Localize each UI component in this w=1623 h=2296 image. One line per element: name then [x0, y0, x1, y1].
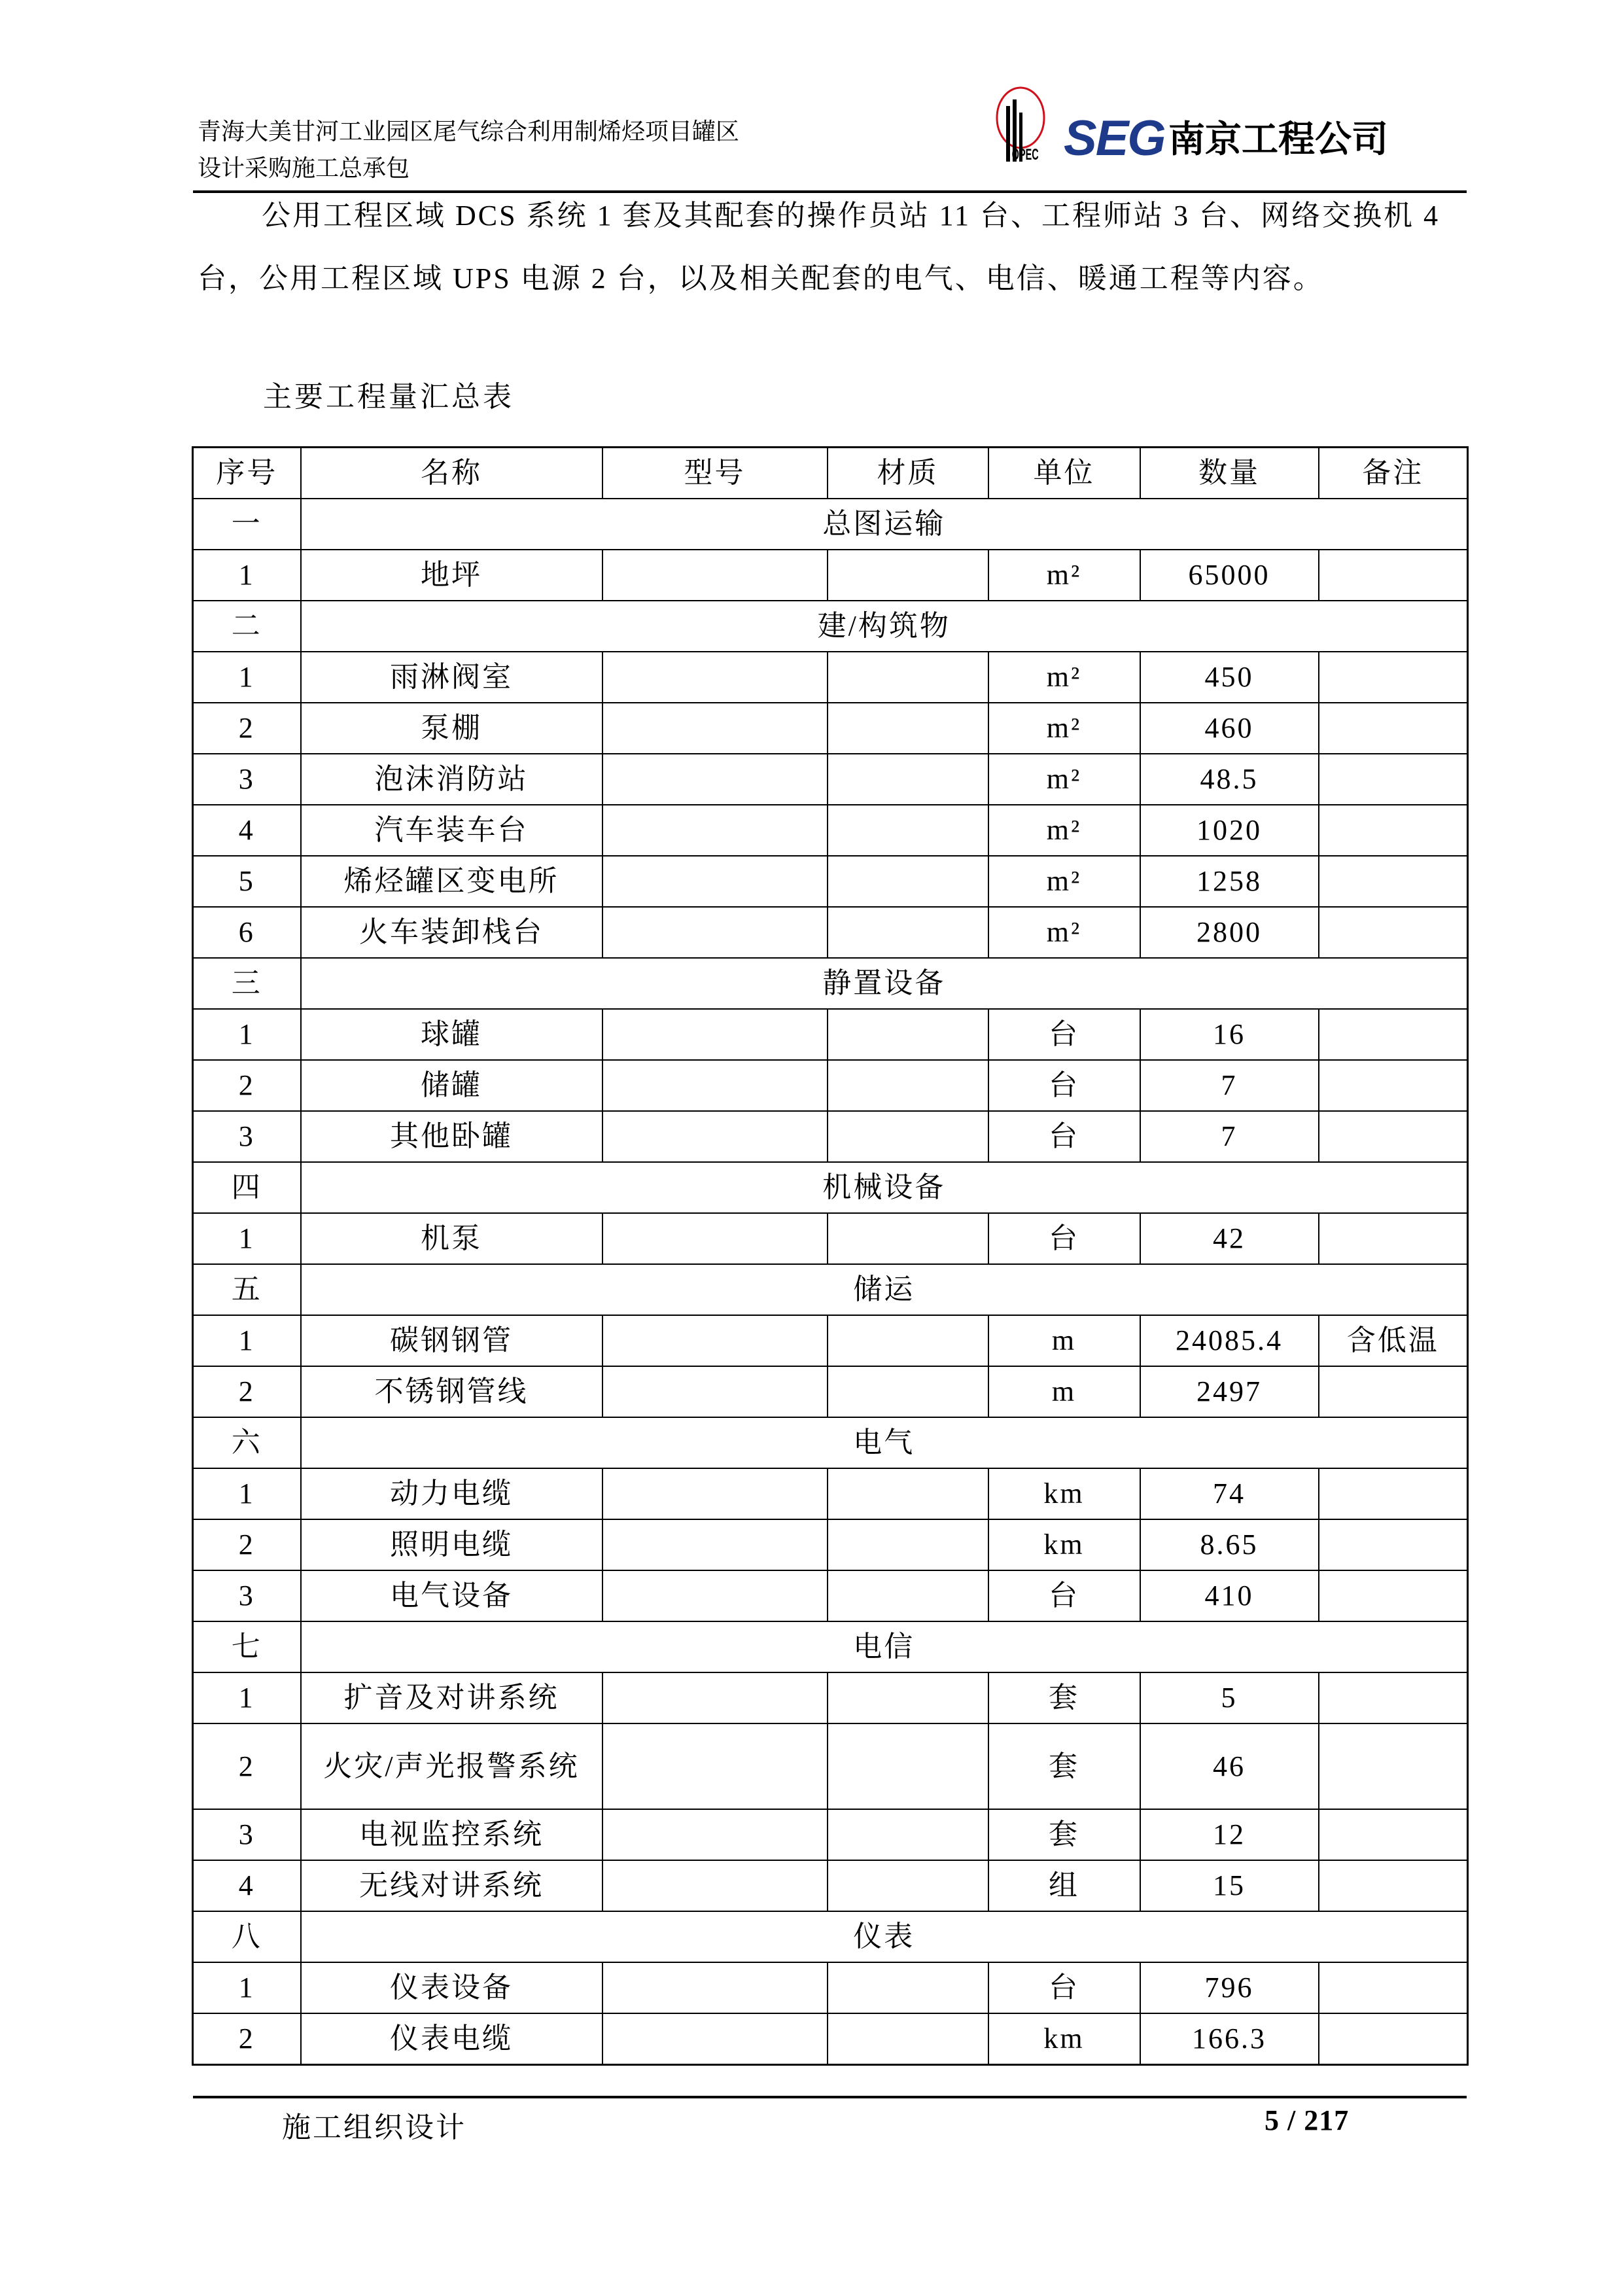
header-project-subtitle: 设计采购施工总承包: [198, 155, 410, 181]
table-row: [193, 1009, 1468, 1060]
table-row: [193, 1366, 1468, 1417]
cell-qty: 7: [1140, 1111, 1319, 1162]
cell-name: 泵棚: [301, 703, 602, 754]
cell-material: [828, 1213, 988, 1264]
header-no: 序号: [193, 448, 301, 499]
cell-model: [602, 1315, 828, 1366]
cell-material: [828, 1111, 988, 1162]
cell-note: [1319, 1060, 1468, 1111]
table-row: [193, 703, 1468, 754]
cell-no: 4: [193, 1860, 301, 1911]
section-title: 总图运输: [301, 499, 1468, 550]
section-number: 七: [193, 1621, 301, 1672]
cell-unit: 台: [988, 1213, 1140, 1264]
header-unit: 单位: [988, 448, 1140, 499]
cell-name: 电视监控系统: [301, 1809, 602, 1860]
section-title: 电信: [301, 1621, 1468, 1672]
company-name: 南京工程公司: [1168, 120, 1388, 160]
cell-note: [1319, 805, 1468, 856]
cell-name: 无线对讲系统: [301, 1860, 602, 1911]
section-row: [193, 1417, 1468, 1468]
section-row: [193, 958, 1468, 1009]
cell-no: 3: [193, 1809, 301, 1860]
cell-note: [1319, 907, 1468, 958]
cell-unit: 台: [988, 1570, 1140, 1621]
cell-unit: 套: [988, 1723, 1140, 1809]
cell-note: [1319, 703, 1468, 754]
section-title: 机械设备: [301, 1162, 1468, 1213]
section-title: 建/构筑物: [301, 601, 1468, 652]
cell-note: [1319, 1860, 1468, 1911]
footer-divider: [193, 2096, 1467, 2098]
table-row: [193, 1723, 1468, 1809]
header-quantity: 数量: [1140, 448, 1319, 499]
cell-name: 扩音及对讲系统: [301, 1672, 602, 1723]
cell-name: 烯烃罐区变电所: [301, 856, 602, 907]
cell-unit: m²: [988, 805, 1140, 856]
cell-qty: 46: [1140, 1723, 1319, 1809]
table-row: [193, 805, 1468, 856]
cell-note: [1319, 652, 1468, 703]
header-note: 备注: [1319, 448, 1468, 499]
table-row: [193, 1860, 1468, 1911]
sinopec-logo-icon: [993, 86, 1072, 164]
header-project-title: 青海大美甘河工业园区尾气综合利用制烯烃项目罐区: [198, 118, 740, 145]
section-number: 一: [193, 499, 301, 550]
cell-note: [1319, 1672, 1468, 1723]
cell-model: [602, 805, 828, 856]
cell-qty: 2497: [1140, 1366, 1319, 1417]
cell-no: 1: [193, 1009, 301, 1060]
cell-no: 2: [193, 1060, 301, 1111]
cell-name: 储罐: [301, 1060, 602, 1111]
cell-qty: 460: [1140, 703, 1319, 754]
cell-name: 火灾/声光报警系统: [301, 1723, 602, 1809]
section-row: [193, 1911, 1468, 1962]
cell-material: [828, 1315, 988, 1366]
section-row: [193, 499, 1468, 550]
svg-text:OPEC: OPEC: [1011, 146, 1039, 164]
cell-note: [1319, 1519, 1468, 1570]
cell-material: [828, 652, 988, 703]
cell-note: [1319, 1570, 1468, 1621]
cell-material: [828, 1468, 988, 1519]
table-row: [193, 1519, 1468, 1570]
cell-note: [1319, 2013, 1468, 2065]
cell-unit: km: [988, 1468, 1140, 1519]
cell-material: [828, 754, 988, 805]
cell-unit: m²: [988, 907, 1140, 958]
cell-unit: km: [988, 1519, 1140, 1570]
cell-note: [1319, 754, 1468, 805]
page-number: 5 / 217: [1265, 2104, 1350, 2136]
table-row: [193, 2013, 1468, 2065]
cell-material: [828, 1570, 988, 1621]
cell-name: 照明电缆: [301, 1519, 602, 1570]
cell-material: [828, 1962, 988, 2013]
header-name: 名称: [301, 448, 602, 499]
section-title: 储运: [301, 1264, 1468, 1315]
cell-material: [828, 1809, 988, 1860]
header-material: 材质: [828, 448, 988, 499]
cell-material: [828, 1366, 988, 1417]
cell-material: [828, 550, 988, 601]
cell-material: [828, 1060, 988, 1111]
cell-unit: m: [988, 1366, 1140, 1417]
cell-model: [602, 1213, 828, 1264]
cell-material: [828, 703, 988, 754]
cell-name: 其他卧罐: [301, 1111, 602, 1162]
section-title: 电气: [301, 1417, 1468, 1468]
section-number: 二: [193, 601, 301, 652]
cell-qty: 15: [1140, 1860, 1319, 1911]
table-row: [193, 907, 1468, 958]
paragraph-line-1: 公用工程区域 DCS 系统 1 套及其配套的操作员站 11 台、工程师站 3 台、网络交换机 4: [262, 200, 1440, 232]
cell-qty: 1020: [1140, 805, 1319, 856]
section-number: 四: [193, 1162, 301, 1213]
cell-name: 仪表电缆: [301, 2013, 602, 2065]
cell-qty: 48.5: [1140, 754, 1319, 805]
cell-material: [828, 805, 988, 856]
cell-model: [602, 550, 828, 601]
section-row: [193, 1162, 1468, 1213]
cell-note: [1319, 1962, 1468, 2013]
cell-material: [828, 1860, 988, 1911]
cell-unit: m²: [988, 856, 1140, 907]
cell-name: 火车装卸栈台: [301, 907, 602, 958]
cell-note: [1319, 1468, 1468, 1519]
cell-no: 2: [193, 1723, 301, 1809]
cell-unit: 台: [988, 1962, 1140, 2013]
cell-material: [828, 1009, 988, 1060]
cell-model: [602, 1809, 828, 1860]
cell-no: 1: [193, 1468, 301, 1519]
cell-unit: 台: [988, 1009, 1140, 1060]
cell-no: 1: [193, 1315, 301, 1366]
cell-name: 仪表设备: [301, 1962, 602, 2013]
section-number: 六: [193, 1417, 301, 1468]
cell-model: [602, 1570, 828, 1621]
cell-no: 3: [193, 754, 301, 805]
cell-unit: 套: [988, 1809, 1140, 1860]
cell-model: [602, 652, 828, 703]
section-number: 五: [193, 1264, 301, 1315]
cell-model: [602, 754, 828, 805]
cell-model: [602, 1009, 828, 1060]
section-title: 仪表: [301, 1911, 1468, 1962]
cell-note: [1319, 1009, 1468, 1060]
cell-qty: 74: [1140, 1468, 1319, 1519]
table-row: [193, 1468, 1468, 1519]
section-row: [193, 1264, 1468, 1315]
cell-name: 不锈钢管线: [301, 1366, 602, 1417]
cell-model: [602, 1962, 828, 2013]
cell-name: 雨淋阀室: [301, 652, 602, 703]
cell-note: [1319, 1809, 1468, 1860]
cell-model: [602, 1060, 828, 1111]
cell-no: 3: [193, 1570, 301, 1621]
cell-no: 1: [193, 1962, 301, 2013]
cell-material: [828, 856, 988, 907]
cell-no: 5: [193, 856, 301, 907]
cell-model: [602, 907, 828, 958]
intro-paragraph: [198, 185, 1470, 310]
cell-note: [1319, 1111, 1468, 1162]
cell-name: 机泵: [301, 1213, 602, 1264]
section-number: 八: [193, 1911, 301, 1962]
cell-no: 2: [193, 1519, 301, 1570]
cell-qty: 12: [1140, 1809, 1319, 1860]
header-model: 型号: [602, 448, 828, 499]
cell-qty: 410: [1140, 1570, 1319, 1621]
cell-qty: 166.3: [1140, 2013, 1319, 2065]
table-row: [193, 1570, 1468, 1621]
table-row: [193, 1060, 1468, 1111]
table-row: [193, 1315, 1468, 1366]
cell-model: [602, 703, 828, 754]
table-row: [193, 550, 1468, 601]
cell-material: [828, 907, 988, 958]
table-row: [193, 1809, 1468, 1860]
cell-model: [602, 1366, 828, 1417]
table-row: [193, 1672, 1468, 1723]
cell-no: 4: [193, 805, 301, 856]
cell-material: [828, 1672, 988, 1723]
cell-qty: 65000: [1140, 550, 1319, 601]
cell-no: 2: [193, 1366, 301, 1417]
cell-note: [1319, 1366, 1468, 1417]
cell-name: 动力电缆: [301, 1468, 602, 1519]
cell-qty: 1258: [1140, 856, 1319, 907]
cell-material: [828, 1519, 988, 1570]
section-row: [193, 1621, 1468, 1672]
table-row: [193, 856, 1468, 907]
cell-model: [602, 2013, 828, 2065]
section-number: 三: [193, 958, 301, 1009]
cell-no: 1: [193, 1213, 301, 1264]
table-row: [193, 754, 1468, 805]
cell-name: 地坪: [301, 550, 602, 601]
cell-material: [828, 2013, 988, 2065]
cell-no: 2: [193, 703, 301, 754]
company-logo: [993, 86, 1388, 166]
cell-unit: km: [988, 2013, 1140, 2065]
cell-note: [1319, 550, 1468, 601]
cell-model: [602, 1723, 828, 1809]
cell-no: 3: [193, 1111, 301, 1162]
cell-qty: 5: [1140, 1672, 1319, 1723]
cell-name: 泡沫消防站: [301, 754, 602, 805]
cell-unit: 台: [988, 1111, 1140, 1162]
cell-unit: m²: [988, 550, 1140, 601]
cell-qty: 7: [1140, 1060, 1319, 1111]
cell-note: [1319, 856, 1468, 907]
footer-doc-title: 施工组织设计: [282, 2111, 466, 2144]
cell-no: 1: [193, 1672, 301, 1723]
cell-material: [828, 1723, 988, 1809]
cell-note: [1319, 1213, 1468, 1264]
cell-unit: 组: [988, 1860, 1140, 1911]
cell-model: [602, 1672, 828, 1723]
cell-unit: 套: [988, 1672, 1140, 1723]
cell-model: [602, 1111, 828, 1162]
section-row: [193, 601, 1468, 652]
cell-name: 碳钢钢管: [301, 1315, 602, 1366]
cell-qty: 2800: [1140, 907, 1319, 958]
paragraph-line-2: 台，公用工程区域 UPS 电源 2 台，以及相关配套的电气、电信、暖通工程等内容。: [198, 262, 1324, 294]
cell-unit: m²: [988, 652, 1140, 703]
cell-qty: 42: [1140, 1213, 1319, 1264]
cell-qty: 16: [1140, 1009, 1319, 1060]
table-header-row: [193, 448, 1468, 499]
cell-no: 1: [193, 652, 301, 703]
cell-qty: 24085.4: [1140, 1315, 1319, 1366]
table-caption: 主要工程量汇总表: [263, 381, 514, 413]
cell-unit: m²: [988, 754, 1140, 805]
cell-qty: 450: [1140, 652, 1319, 703]
cell-model: [602, 1519, 828, 1570]
cell-qty: 796: [1140, 1962, 1319, 2013]
cell-note: [1319, 1723, 1468, 1809]
cell-unit: m: [988, 1315, 1140, 1366]
quantity-summary-table: [192, 446, 1469, 2066]
cell-unit: 台: [988, 1060, 1140, 1111]
cell-unit: m²: [988, 703, 1140, 754]
table-row: [193, 1213, 1468, 1264]
table-row: [193, 1962, 1468, 2013]
table-row: [193, 652, 1468, 703]
cell-name: 球罐: [301, 1009, 602, 1060]
cell-name: 电气设备: [301, 1570, 602, 1621]
cell-no: 2: [193, 2013, 301, 2065]
cell-model: [602, 856, 828, 907]
cell-qty: 8.65: [1140, 1519, 1319, 1570]
table-row: [193, 1111, 1468, 1162]
cell-no: 1: [193, 550, 301, 601]
cell-model: [602, 1860, 828, 1911]
section-title: 静置设备: [301, 958, 1468, 1009]
seg-logo-text: SEG: [1064, 111, 1165, 166]
cell-note: 含低温: [1319, 1315, 1468, 1366]
cell-name: 汽车装车台: [301, 805, 602, 856]
cell-no: 6: [193, 907, 301, 958]
cell-model: [602, 1468, 828, 1519]
